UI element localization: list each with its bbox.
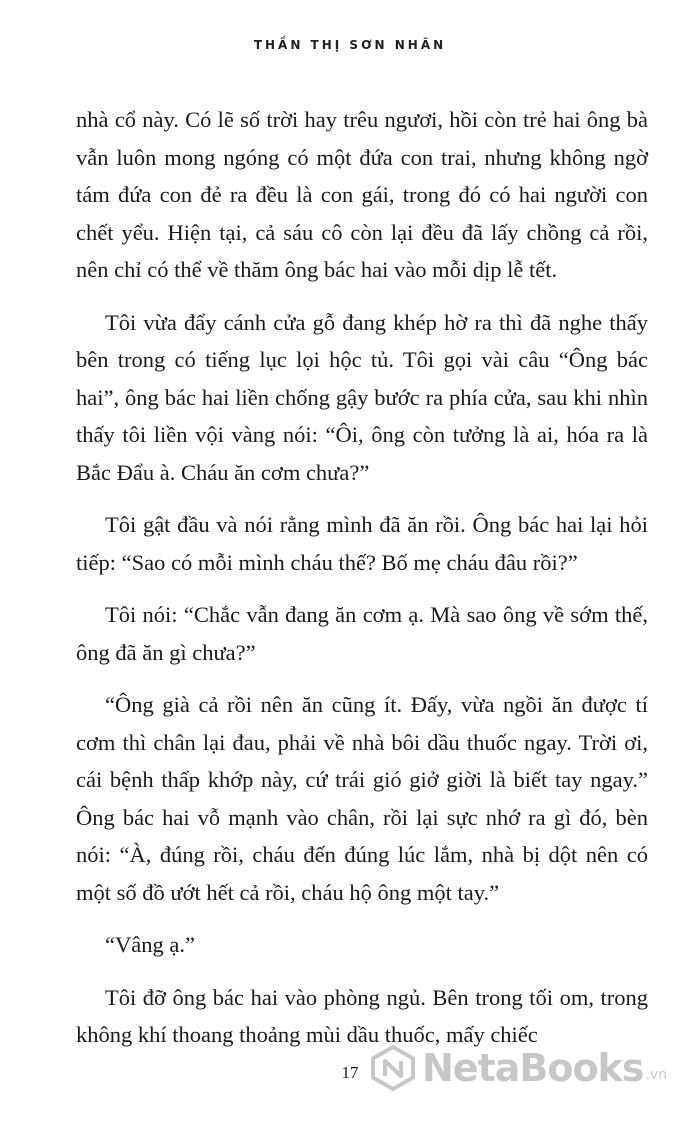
paragraph: Tôi gật đầu và nói rằng mình đã ăn rồi. Ông bác hai lại hỏi tiếp: “Sao có mỗi mình cháu thế? Bố mẹ cháu đâu rồi?”: [76, 512, 648, 575]
paragraph: Tôi đỡ ông bác hai vào phòng ngủ. Bên trong tối om, trong không khí thoang thoảng mùi dầu thuốc, mấy chiếc: [76, 984, 648, 1047]
page-body: [76, 101, 648, 1069]
paragraph: nhà cổ này. Có lẽ số trời hay trêu ngươi, hồi còn trẻ hai ông bà vẫn luôn mong ngóng có một đứa con trai, nhưng không ngờ tám đứa con đẻ ra đều là con gái, trong đó có hai người con chết yểu. Hiện tại, cả sáu cô còn lại đều đã lấy chồng cả rồi, nên chỉ có thể về thăm ông bác hai vào mỗi dịp lễ tết.: [76, 107, 648, 282]
watermark-brand: NetaBooks: [422, 1046, 644, 1090]
netabooks-logo-icon: [370, 1045, 416, 1091]
running-header: THẦN THỊ SƠN NHÂN: [253, 38, 447, 52]
paragraph: “Vâng ạ.”: [105, 932, 195, 957]
watermark-suffix: .vn: [645, 1067, 668, 1083]
page-number: 17: [341, 1063, 359, 1082]
paragraph: Tôi nói: “Chắc vẫn đang ăn cơm ạ. Mà sao ông về sớm thế, ông đã ăn gì chưa?”: [76, 602, 648, 665]
paragraph: “Ông già cả rồi nên ăn cũng ít. Đấy, vừa ngồi ăn được tí cơm thì chân lại đau, phải về nhà bôi dầu thuốc ngay. Trời ơi, cái bệnh thấp khớp này, cứ trái gió giở giời là biết tay ngay.” Ông bác hai vỗ mạnh vào chân, rồi lại sực nhớ ra gì đó, bèn nói: “À, đúng rồi, cháu đến đúng lúc lắm, nhà bị dột nên có một số đồ ướt hết cả rồi, cháu hộ ông một tay.”: [76, 692, 648, 905]
watermark: [370, 1043, 667, 1093]
paragraph: Tôi vừa đẩy cánh cửa gỗ đang khép hờ ra thì đã nghe thấy bên trong có tiếng lục lọi hộc tủ. Tôi gọi vài câu “Ông bác hai”, ông bác hai liền chống gậy bước ra phía cửa, sau khi nhìn thấy tôi liền vội vàng nói: “Ôi, ông còn tưởng là ai, hóa ra là Bắc Đẩu à. Cháu ăn cơm chưa?”: [76, 309, 648, 485]
